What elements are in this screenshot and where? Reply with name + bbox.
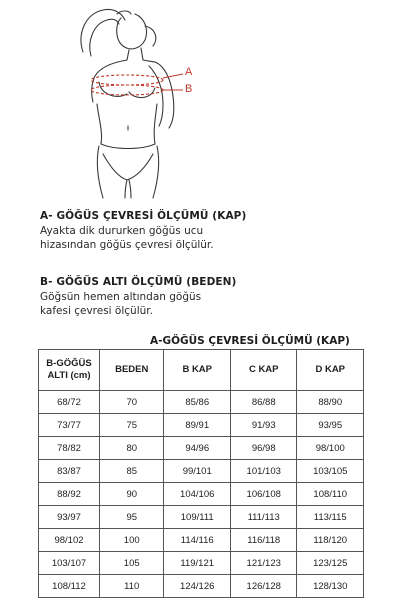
- section-b-title: B- GÖĞÜS ALTI ÖLÇÜMÜ (BEDEN): [40, 276, 237, 288]
- header-beden: BEDEN: [100, 350, 164, 391]
- cell-d-kap: 88/90: [297, 391, 364, 414]
- cell-c-kap: 111/113: [230, 506, 297, 529]
- table-row: [39, 414, 364, 437]
- cell-c-kap: 116/118: [230, 529, 297, 552]
- cell-under-bust: 98/102: [39, 529, 100, 552]
- cell-c-kap: 121/123: [230, 552, 297, 575]
- section-b-description: [40, 290, 236, 318]
- section-a-title: A- GÖĞÜS ÇEVRESİ ÖLÇÜMÜ (KAP): [40, 210, 247, 222]
- cell-d-kap: 113/115: [297, 506, 364, 529]
- header-b-kap: B KAP: [164, 350, 231, 391]
- cell-beden: 70: [100, 391, 164, 414]
- cell-under-bust: 88/92: [39, 483, 100, 506]
- cell-b-kap: 119/121: [164, 552, 231, 575]
- cell-d-kap: 103/105: [297, 460, 364, 483]
- table-header-row: [39, 350, 364, 391]
- cell-under-bust: 83/87: [39, 460, 100, 483]
- cell-c-kap: 96/98: [230, 437, 297, 460]
- table-row: [39, 529, 364, 552]
- cell-c-kap: 91/93: [230, 414, 297, 437]
- cell-under-bust: 73/77: [39, 414, 100, 437]
- table-row: [39, 391, 364, 414]
- woman-silhouette-icon: [55, 4, 215, 200]
- table-row: [39, 575, 364, 598]
- cell-c-kap: 106/108: [230, 483, 297, 506]
- header-c-kap: C KAP: [230, 350, 297, 391]
- section-a: [40, 210, 246, 252]
- cell-beden: 85: [100, 460, 164, 483]
- header-under-bust-line1: B-GÖĞÜS: [46, 358, 92, 369]
- table-caption: A-GÖĞÜS ÇEVRESİ ÖLÇÜMÜ (KAP): [150, 335, 350, 347]
- cell-beden: 110: [100, 575, 164, 598]
- section-a-line2: hizasından göğüs çevresi ölçülür.: [40, 239, 214, 251]
- cell-d-kap: 128/130: [297, 575, 364, 598]
- cell-c-kap: 126/128: [230, 575, 297, 598]
- cell-b-kap: 99/101: [164, 460, 231, 483]
- cell-d-kap: 93/95: [297, 414, 364, 437]
- label-a: A: [185, 66, 193, 78]
- table-row: [39, 437, 364, 460]
- cell-b-kap: 94/96: [164, 437, 231, 460]
- size-table: [38, 349, 364, 598]
- table-row: [39, 506, 364, 529]
- cell-beden: 80: [100, 437, 164, 460]
- section-b-line2: kafesi çevresi ölçülür.: [40, 305, 153, 317]
- section-b-line1: Göğsün hemen altından göğüs: [40, 291, 202, 303]
- cell-under-bust: 78/82: [39, 437, 100, 460]
- cell-under-bust: 108/112: [39, 575, 100, 598]
- cell-beden: 90: [100, 483, 164, 506]
- table-row: [39, 552, 364, 575]
- cell-b-kap: 85/86: [164, 391, 231, 414]
- cell-beden: 105: [100, 552, 164, 575]
- label-b: B: [185, 83, 193, 95]
- cell-d-kap: 123/125: [297, 552, 364, 575]
- cell-b-kap: 89/91: [164, 414, 231, 437]
- cell-under-bust: 93/97: [39, 506, 100, 529]
- cell-beden: 100: [100, 529, 164, 552]
- cell-c-kap: 86/88: [230, 391, 297, 414]
- cell-d-kap: 118/120: [297, 529, 364, 552]
- cell-c-kap: 101/103: [230, 460, 297, 483]
- section-a-line1: Ayakta dik dururken göğüs ucu: [40, 225, 204, 237]
- table-row: [39, 460, 364, 483]
- cell-b-kap: 104/106: [164, 483, 231, 506]
- cell-under-bust: 103/107: [39, 552, 100, 575]
- section-a-description: [40, 224, 246, 252]
- section-b: [40, 276, 236, 318]
- cell-d-kap: 108/110: [297, 483, 364, 506]
- header-under-bust-line2: ALTI (cm): [47, 370, 91, 381]
- measurement-figure: [55, 4, 215, 200]
- table-row: [39, 483, 364, 506]
- cell-d-kap: 98/100: [297, 437, 364, 460]
- table-body: [39, 391, 364, 598]
- cell-b-kap: 114/116: [164, 529, 231, 552]
- cell-beden: 95: [100, 506, 164, 529]
- header-d-kap: D KAP: [297, 350, 364, 391]
- cell-beden: 75: [100, 414, 164, 437]
- cell-under-bust: 68/72: [39, 391, 100, 414]
- header-under-bust: [39, 350, 100, 391]
- cell-b-kap: 124/126: [164, 575, 231, 598]
- cell-b-kap: 109/111: [164, 506, 231, 529]
